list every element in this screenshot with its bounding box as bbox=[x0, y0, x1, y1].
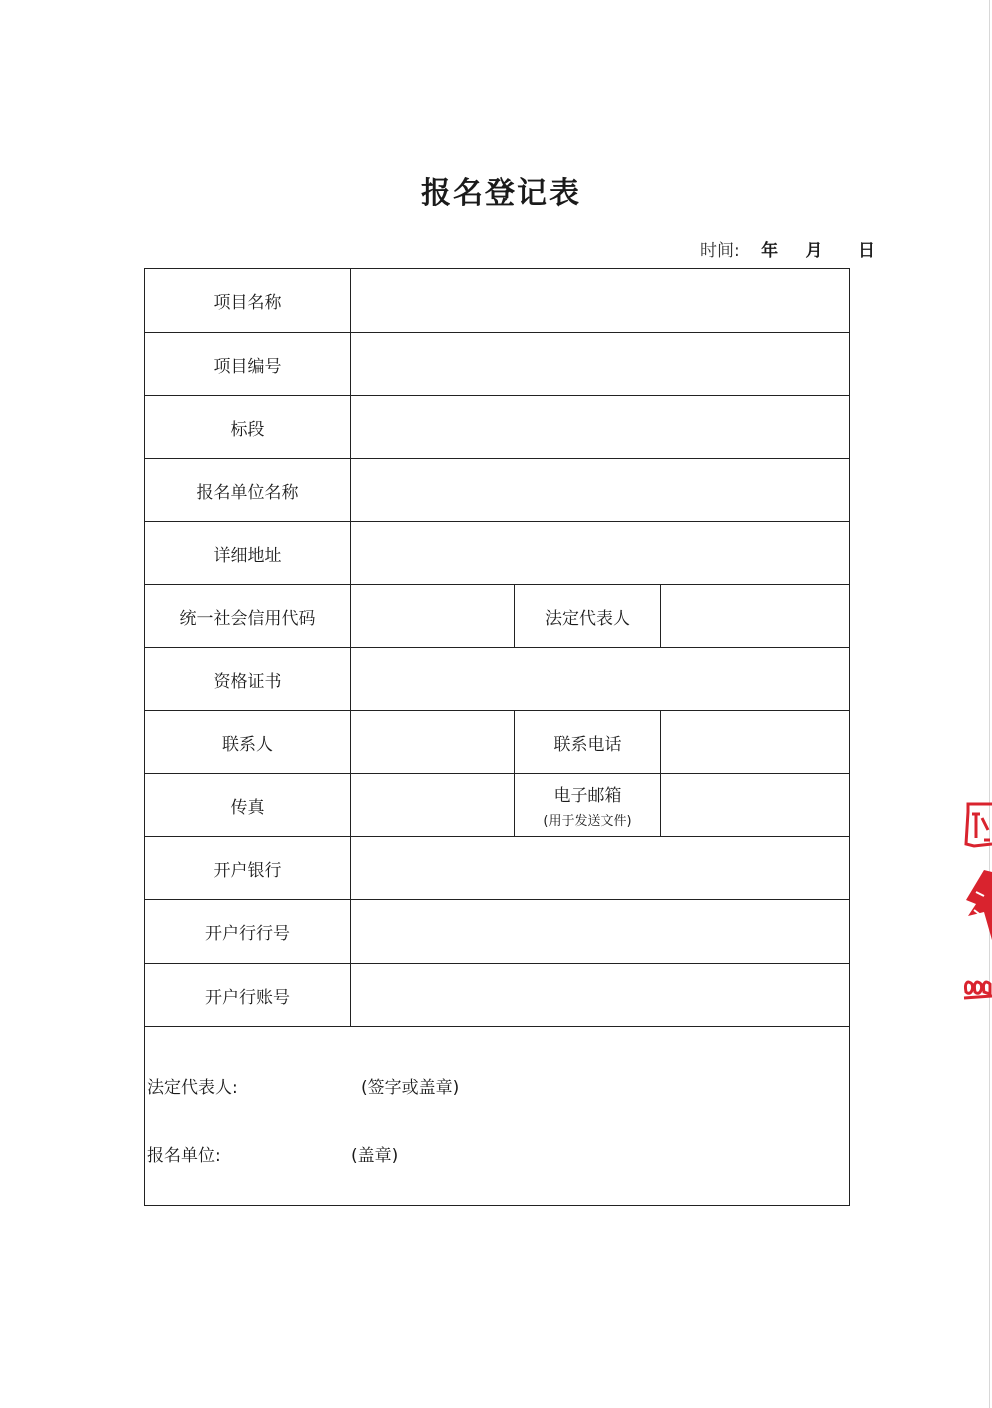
seal-digits-fragment bbox=[965, 982, 990, 994]
row-qualification bbox=[145, 648, 849, 711]
label-email: 电子邮箱 bbox=[553, 786, 622, 806]
row-contact bbox=[145, 711, 849, 774]
label-bank-account: 开户行账号 bbox=[145, 964, 351, 1026]
row-credit-code bbox=[145, 585, 849, 648]
sign-legal-rep-note: (签字或盖章) bbox=[361, 1078, 460, 1098]
sign-unit-label: 报名单位: bbox=[147, 1146, 221, 1166]
field-address[interactable] bbox=[351, 522, 849, 584]
label-bank: 开户银行 bbox=[145, 837, 351, 899]
label-project-name: 项目名称 bbox=[145, 269, 351, 332]
field-bank-code[interactable] bbox=[351, 900, 849, 963]
row-project-number bbox=[145, 333, 849, 396]
label-credit-code: 统一社会信用代码 bbox=[145, 585, 351, 647]
row-fax bbox=[145, 774, 849, 837]
field-contact[interactable] bbox=[351, 711, 515, 773]
sign-legal-rep bbox=[147, 1073, 460, 1098]
signature-area bbox=[145, 1027, 849, 1205]
seal-glyph-fragment bbox=[972, 814, 990, 840]
field-qualification[interactable] bbox=[351, 648, 849, 710]
label-contact: 联系人 bbox=[145, 711, 351, 773]
row-bid-section bbox=[145, 396, 849, 459]
field-credit-code[interactable] bbox=[351, 585, 515, 647]
row-address bbox=[145, 522, 849, 585]
label-fax: 传真 bbox=[145, 774, 351, 836]
row-bank bbox=[145, 837, 849, 900]
seal-bottom-arc bbox=[964, 996, 992, 998]
field-contact-phone[interactable] bbox=[661, 711, 849, 773]
row-applicant-name bbox=[145, 459, 849, 522]
partial-seal-stamp bbox=[962, 800, 992, 1010]
label-bank-code: 开户行行号 bbox=[145, 900, 351, 963]
sign-legal-rep-label: 法定代表人: bbox=[147, 1078, 238, 1098]
row-project-name bbox=[145, 269, 849, 333]
field-legal-rep[interactable] bbox=[661, 585, 849, 647]
field-project-number[interactable] bbox=[351, 333, 849, 395]
registration-form bbox=[144, 268, 850, 1206]
page-title: 报名登记表 bbox=[421, 176, 581, 211]
date-day: 日 bbox=[857, 241, 875, 261]
label-project-number: 项目编号 bbox=[145, 333, 351, 395]
field-bank-account[interactable] bbox=[351, 964, 849, 1026]
seal-star-fragment bbox=[966, 870, 992, 940]
sign-unit bbox=[147, 1141, 399, 1166]
date-year: 年 bbox=[761, 241, 779, 261]
field-fax[interactable] bbox=[351, 774, 515, 836]
date-line bbox=[700, 236, 875, 261]
field-bid-section[interactable] bbox=[351, 396, 849, 458]
label-qualification: 资格证书 bbox=[145, 648, 351, 710]
label-contact-phone: 联系电话 bbox=[515, 711, 661, 773]
label-applicant-name: 报名单位名称 bbox=[145, 459, 351, 521]
row-bank-code bbox=[145, 900, 849, 964]
field-applicant-name[interactable] bbox=[351, 459, 849, 521]
label-email-cell bbox=[515, 774, 661, 836]
label-address: 详细地址 bbox=[145, 522, 351, 584]
label-bid-section: 标段 bbox=[145, 396, 351, 458]
row-bank-account bbox=[145, 964, 849, 1027]
date-label: 时间: bbox=[700, 241, 740, 261]
label-email-note: (用于发送文件) bbox=[543, 814, 632, 829]
date-month: 月 bbox=[805, 241, 823, 261]
sign-unit-note: (盖章) bbox=[351, 1146, 399, 1166]
label-legal-rep: 法定代表人 bbox=[515, 585, 661, 647]
field-project-name[interactable] bbox=[351, 269, 849, 332]
field-bank[interactable] bbox=[351, 837, 849, 899]
field-email[interactable] bbox=[661, 774, 849, 836]
